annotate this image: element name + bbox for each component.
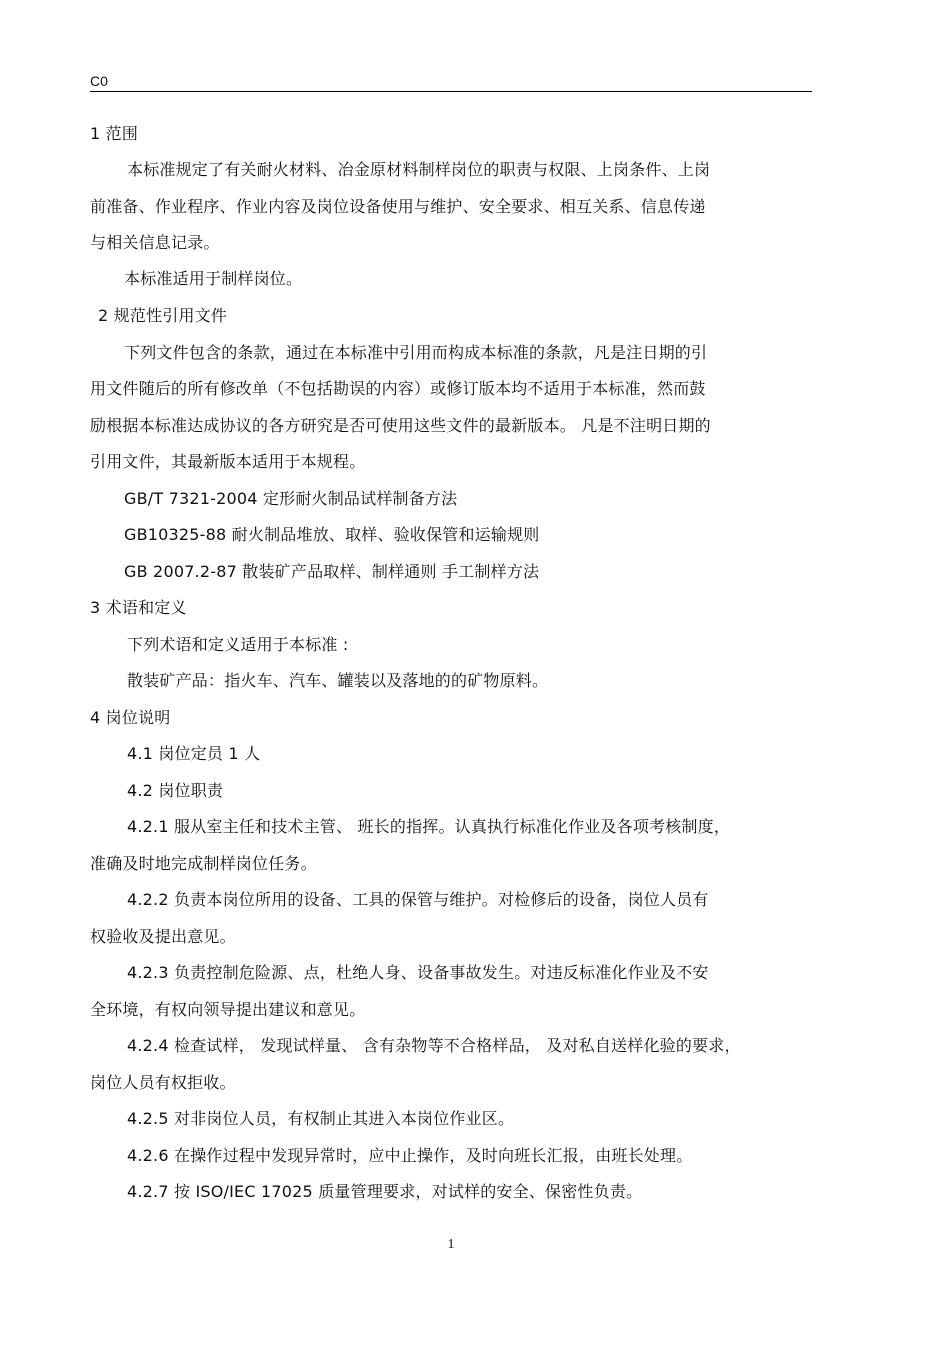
- paragraph-line: 散装矿产品：指火车、汽车、罐装以及落地的的矿物原料。: [127, 671, 549, 690]
- clause-line: 4.2.5 对非岗位人员，有权制止其进入本岗位作业区。: [127, 1109, 515, 1128]
- clause-line: 4.2.7 按 ISO/IEC 17025 质量管理要求，对试样的安全、保密性负责。: [127, 1182, 643, 1201]
- clause-line: 4.2 岗位职责: [127, 781, 224, 800]
- clause-line: 4.2.3 负责控制危险源、点，杜绝人身、设备事故发生。对违反标准化作业及不安: [127, 963, 709, 982]
- reference-item: GB10325-88 耐火制品堆放、取样、验收保管和运输规则: [124, 525, 540, 544]
- section-heading: 3 术语和定义: [90, 598, 187, 617]
- section-heading: 4 岗位说明: [90, 708, 171, 727]
- paragraph-line: 前准备、作业程序、作业内容及岗位设备使用与维护、安全要求、相互关系、信息传递: [90, 197, 706, 216]
- clause-line: 4.1 岗位定员 1 人: [127, 744, 261, 763]
- reference-item: GB 2007.2-87 散装矿产品取样、制样通则 手工制样方法: [124, 562, 540, 581]
- clause-line: 4.2.6 在操作过程中发现异常时，应中止操作，及时向班长汇报，由班长处理。: [127, 1146, 693, 1165]
- paragraph-line: 权验收及提出意见。: [90, 927, 236, 946]
- paragraph-line: 全环境，有权向领导提出建议和意见。: [90, 1000, 366, 1019]
- section-heading: 2 规范性引用文件: [98, 306, 228, 325]
- paragraph-line: 本标准规定了有关耐火材料、冶金原材料制样岗位的职责与权限、上岗条件、上岗: [127, 160, 711, 179]
- paragraph-line: 下列文件包含的条款，通过在本标准中引用而构成本标准的条款，凡是注日期的引: [124, 343, 708, 362]
- clause-line: 4.2.2 负责本岗位所用的设备、工具的保管与维护。对检修后的设备，岗位人员有: [127, 890, 709, 909]
- clause-line: 4.2.1 服从室主任和技术主管、 班长的指挥。认真执行标准化作业及各项考核制度，: [127, 817, 731, 836]
- paragraph-line: 本标准适用于制样岗位。: [124, 269, 303, 288]
- paragraph-line: 岗位人员有权拒收。: [90, 1073, 236, 1092]
- paragraph-line: 引用文件，其最新版本适用于本规程。: [90, 452, 366, 471]
- paragraph-line: 励根据本标准达成协议的各方研究是否可使用这些文件的最新版本。 凡是不注明日期的: [90, 416, 711, 435]
- paragraph-line: 准确及时地完成制样岗位任务。: [90, 854, 317, 873]
- paragraph-line: 下列术语和定义适用于本标准 :: [127, 635, 349, 654]
- clause-line: 4.2.4 检查试样， 发现试样量、 含有杂物等不合格样品， 及对私自送样化验的要求，: [127, 1036, 741, 1055]
- page-number: 1: [447, 1237, 455, 1252]
- reference-item: GB/T 7321-2004 定形耐火制品试样制备方法: [124, 489, 458, 508]
- paragraph-line: 用文件随后的所有修改单（不包括勘误的内容）或修订版本均不适用于本标准，然而鼓: [90, 379, 706, 398]
- section-heading: 1 范围: [90, 124, 139, 143]
- page-header: C0: [90, 72, 812, 92]
- paragraph-line: 与相关信息记录。: [90, 233, 220, 252]
